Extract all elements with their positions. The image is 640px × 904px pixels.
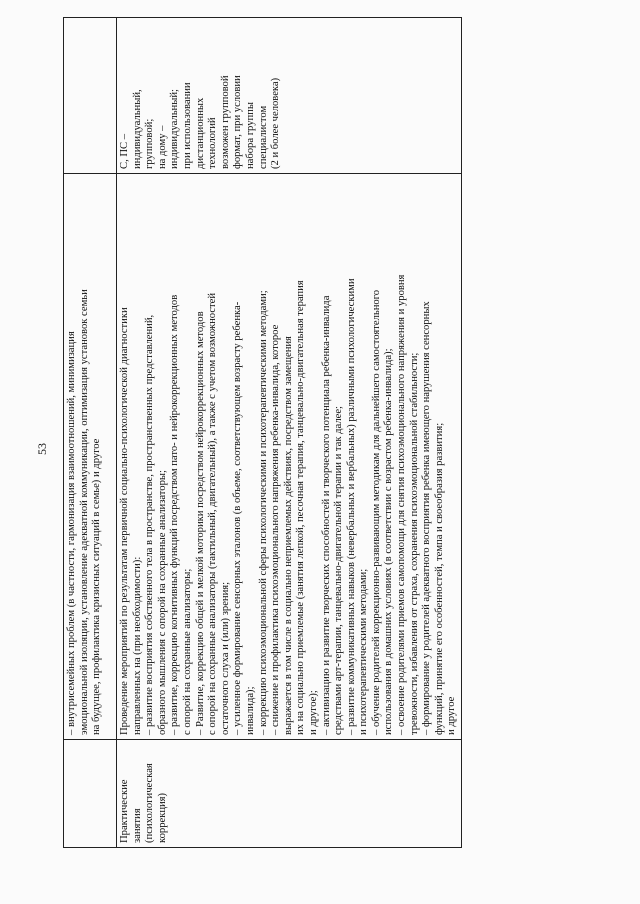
table-cell-description (117, 174, 462, 740)
cell-paragraph (119, 22, 283, 169)
text-line: и другое (446, 696, 458, 735)
text-line: – внутрисемейных проблем (в частности, гармонизация взаимоотношений, минимизация (66, 331, 77, 735)
text-line: возможен групповой (219, 75, 231, 169)
text-line: и психотерапевтическими методами; (358, 568, 370, 735)
text-line: индивидуальный, (131, 89, 143, 169)
table-cell-description (64, 174, 117, 740)
text-line: средствами арт-терапии, танцевально-двигательной терапии и так далее; (333, 406, 345, 735)
text-line: – формирование у родителей адекватного восприятия ребенка имеющего нарушения сенсорных (421, 301, 433, 735)
text-line: – Развитие, коррекцию общей и мелкой моторики посредством нейрокоррекционных методов (194, 311, 206, 735)
text-line: и другое); (307, 690, 319, 735)
text-line: дистанционных (194, 97, 206, 169)
text-line: (2 и более человека) (270, 77, 282, 169)
text-line: на дому – (156, 125, 168, 169)
text-line: – усиленное формирование сенсорных эталонов (в объеме, соответствующем возрасту ребенка- (232, 301, 244, 735)
text-line: технологий (207, 117, 219, 169)
text-line: их на социально приемлемые (занятия лепкой, песочная терапия, танцевально-двигательная терапия (295, 280, 307, 735)
text-line: тревожности, избавления от страха, сохранения психоэмоциональной стабильности; (408, 352, 420, 735)
text-line: образного мышления с опорой на сохранные анализаторы; (156, 470, 168, 735)
text-line: Практические (119, 779, 130, 843)
text-line: направленных на (при необходимости): (131, 556, 143, 735)
text-line: с опорой на сохранные анализаторы; (181, 568, 193, 735)
table-cell-empty (64, 18, 117, 174)
text-line: эмоциональной изоляции, установление адекватной коммуникации, оптимизация установок семьи (78, 289, 90, 735)
text-line: набора группы (244, 102, 256, 169)
text-line: – снижение и профилактика психоэмоционального напряжения ребенка-инвалида, которое (270, 324, 282, 735)
text-line: групповой; (144, 118, 156, 169)
text-line: коррекция) (156, 792, 168, 843)
text-line: С, ПС – (119, 133, 130, 169)
rotated-table-wrapper (63, 18, 593, 848)
table-row (64, 18, 117, 848)
text-line: – развитие восприятия собственного тела в пространстве, пространственных представлений, (144, 314, 156, 735)
text-line: индивидуальный; (169, 89, 181, 169)
text-line: – развитие коммуникативных навыков (невербальных и вербальных) различными психологическими (345, 278, 357, 735)
text-line: на будущее, профилактика кризисных ситуаций в семье) и другое (91, 438, 103, 735)
text-line: инвалида); (244, 686, 256, 735)
text-line: – коррекцию психоэмоциональной сферы психологическими и психотерапевтическими методами; (257, 290, 269, 735)
cell-paragraph (119, 744, 169, 843)
text-line: при использовании (181, 82, 193, 169)
table-cell-activity (117, 740, 462, 848)
text-line: с опорой на сохранные анализаторы (тактильный, двигательный), а также с учетом возможностей (207, 292, 219, 735)
text-line: выражается в том числе в социально неприемлемых действиях, посредством замещения (282, 336, 294, 735)
text-line: – обучение родителей коррекционно-развивающим методикам для дальнейшего самостоятельного (370, 289, 382, 735)
text-line: остаточного слуха и (или) зрения; (219, 581, 231, 735)
text-line: функций, принятие его особенностей, темпа и своеобразия развития; (433, 422, 445, 735)
text-line: занятия (131, 808, 143, 843)
table-row (117, 18, 462, 848)
text-line: специалистом (257, 105, 269, 169)
cell-paragraph (66, 178, 104, 735)
text-line: – активизацию и развитие творческих способностей и творческого потенциала ребенка-инвалида (320, 295, 332, 735)
table-cell-empty (64, 740, 117, 848)
text-line: – развитие, коррекцию когнитивных функций посредством пато- и нейрокоррекционных методов (169, 294, 181, 735)
text-line: (психологическая (144, 763, 156, 843)
text-line: формат, при условии (232, 75, 244, 169)
text-line: – освоение родителями приемов самопомощи для снятия психоэмоционального напряжения и уровня (396, 274, 408, 735)
text-line: использования в домашних условиях (в соответствии с возрастом ребенка-инвалида); (383, 348, 395, 735)
text-line: Проведение мероприятий по результатам первичной социально-психологической диагностики (119, 307, 130, 735)
program-table (63, 17, 462, 848)
page-number: 53 (35, 443, 49, 455)
cell-paragraph (119, 178, 459, 735)
table-cell-format (117, 18, 462, 174)
